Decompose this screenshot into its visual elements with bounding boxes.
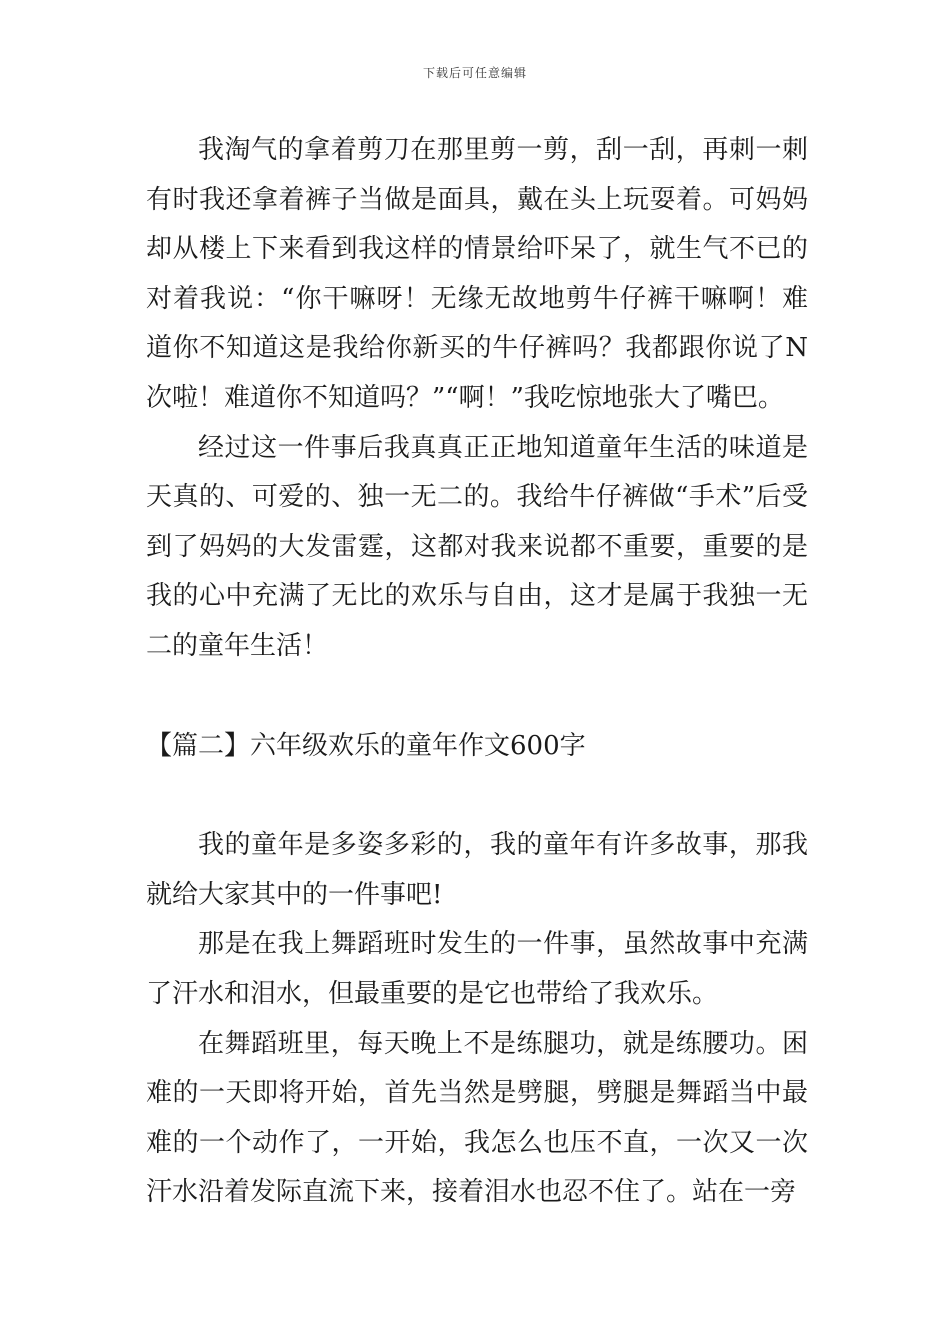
page-header-note: 下载后可任意编辑 <box>422 66 527 80</box>
paragraph: 我淘气的拿着剪刀在那里剪一剪，刮一刮，再刺一刺有时我还拿着裤子当做是面具，戴在头上玩耍着。可妈妈却从楼上下来看到我这样的情景给吓呆了，就生气不已的对着我说：“你干嘛呀！无缘无故地剪牛仔裤干嘛啊！难道你不知道这是我给你新买的牛仔裤吗？我都跟你说了N次啦！难道你不知道吗？”“啊！”我吃惊地张大了嘴巴。 <box>146 135 808 413</box>
paragraph: 经过这一件事后我真真正正地知道童年生活的味道是天真的、可爱的、独一无二的。我给牛仔裤做“手术”后受到了妈妈的大发雷霆，这都对我来说都不重要，重要的是我的心中充满了无比的欢乐与自由，这才是属于我独一无二的童年生活！ <box>146 432 808 661</box>
document-body <box>146 126 808 1218</box>
paragraph: 在舞蹈班里，每天晚上不是练腿功，就是练腰功。困难的一天即将开始，首先当然是劈腿，劈腿是舞蹈当中最难的一个动作了，一开始，我怎么也压不直，一次又一次汗水沿着发际直流下来，接着泪水也忍不住了。站在一旁 <box>146 1028 808 1208</box>
section-gap <box>146 672 808 722</box>
section-title: 【篇二】六年级欢乐的童年作文600字 <box>146 730 586 761</box>
paragraph: 我的童年是多姿多彩的，我的童年有许多故事，那我就给大家其中的一件事吧! <box>146 830 808 910</box>
paragraph: 那是在我上舞蹈班时发生的一件事，虽然故事中充满了汗水和泪水，但最重要的是它也带给了我欢乐。 <box>146 929 808 1009</box>
section-gap <box>146 771 808 821</box>
